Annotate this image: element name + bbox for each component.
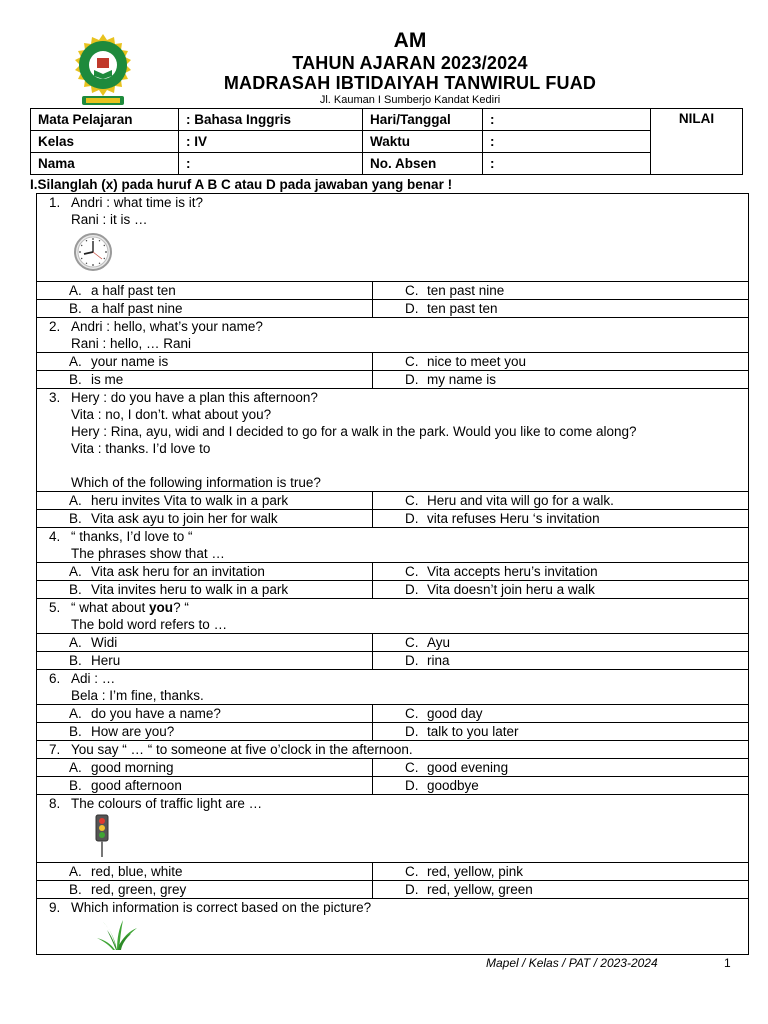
question-5: 5. “ what about you? “ The bold word refers to …	[37, 599, 749, 634]
option-d[interactable]: D. red, yellow, green	[373, 881, 749, 899]
name-field[interactable]: :	[179, 153, 363, 175]
identity-table	[30, 108, 743, 175]
option-d[interactable]: D. ten past ten	[373, 300, 749, 318]
absen-label: No. Absen	[363, 153, 483, 175]
option-c[interactable]: C. red, yellow, pink	[373, 863, 749, 881]
absen-field[interactable]: :	[483, 153, 651, 175]
subject-value: : Bahasa Inggris	[179, 109, 363, 131]
name-label: Nama	[31, 153, 179, 175]
question-9: 9. Which information is correct based on the picture?	[37, 899, 749, 955]
option-a[interactable]: A. Widi	[37, 634, 373, 652]
option-c[interactable]: C. Vita accepts heru’s invitation	[373, 563, 749, 581]
question-8: 8. The colours of traffic light are …	[37, 795, 749, 863]
option-c[interactable]: C. Heru and vita will go for a walk.	[373, 492, 749, 510]
option-b[interactable]: B. Vita ask ayu to join her for walk	[37, 510, 373, 528]
question-4: 4. “ thanks, I’d love to “ The phrases show that …	[37, 528, 749, 563]
option-b[interactable]: B. How are you?	[37, 723, 373, 741]
option-c[interactable]: C. good day	[373, 705, 749, 723]
option-a[interactable]: A. your name is	[37, 353, 373, 371]
option-b[interactable]: B. good afternoon	[37, 777, 373, 795]
option-d[interactable]: D. talk to you later	[373, 723, 749, 741]
bold-word: you	[149, 600, 174, 615]
question-line: Andri : what time is it?	[71, 195, 204, 210]
question-6: 6. Adi : … Bela : I’m fine, thanks.	[37, 670, 749, 705]
option-a[interactable]: A. do you have a name?	[37, 705, 373, 723]
nilai-box[interactable]: NILAI	[651, 109, 743, 175]
option-c[interactable]: C. ten past nine	[373, 282, 749, 300]
option-d[interactable]: D. vita refuses Heru ‘s invitation	[373, 510, 749, 528]
option-a[interactable]: A. a half past ten	[37, 282, 373, 300]
option-c[interactable]: C. nice to meet you	[373, 353, 749, 371]
option-a[interactable]: A. good morning	[37, 759, 373, 777]
class-value: : IV	[179, 131, 363, 153]
header-address: Jl. Kauman I Sumberjo Kandat Kediri	[319, 94, 501, 106]
day-label: Hari/Tanggal	[363, 109, 483, 131]
option-b[interactable]: B. is me	[37, 371, 373, 389]
grass-plant-icon	[95, 918, 139, 950]
option-b[interactable]: B. a half past nine	[37, 300, 373, 318]
subject-label: Mata Pelajaran	[31, 109, 179, 131]
instruction: I.Silanglah (x) pada huruf A B C atau D pada jawaban yang benar !	[30, 177, 453, 192]
question-1	[37, 194, 749, 282]
option-d[interactable]: D. Vita doesn’t join heru a walk	[373, 581, 749, 599]
page-number: 1	[724, 956, 731, 970]
header-school-name: MADRASAH IBTIDAIYAH TANWIRUL FUAD	[223, 73, 597, 93]
option-d[interactable]: D. goodbye	[373, 777, 749, 795]
footer-text: Mapel / Kelas / PAT / 2023-2024	[486, 956, 658, 970]
question-7: 7. You say “ … “ to someone at five o’clock in the afternoon.	[37, 741, 749, 759]
header-school-year: TAHUN AJARAN 2023/2024	[292, 53, 528, 73]
time-label: Waktu	[363, 131, 483, 153]
header-code: AM	[393, 29, 427, 52]
option-c[interactable]: C. Ayu	[373, 634, 749, 652]
traffic-light-icon	[93, 814, 111, 858]
option-b[interactable]: B. Heru	[37, 652, 373, 670]
option-a[interactable]: A. heru invites Vita to walk in a park	[37, 492, 373, 510]
question-line: Rani : it is …	[71, 212, 148, 227]
option-b[interactable]: B. Vita invites heru to walk in a park	[37, 581, 373, 599]
questions-table	[36, 193, 749, 955]
option-c[interactable]: C. good evening	[373, 759, 749, 777]
question-3: 3. Hery : do you have a plan this afternoon? Vita : no, I don’t. what about you? Hery : Rina, ayu, widi and I decided to go for a walk in the park. Would you like to come along? Vita : thanks. I’d love to Which of the following information is true?	[37, 389, 749, 492]
time-field[interactable]: :	[483, 131, 651, 153]
day-field[interactable]: :	[483, 109, 651, 131]
option-b[interactable]: B. red, green, grey	[37, 881, 373, 899]
question-number: 1.	[49, 195, 61, 210]
option-d[interactable]: D. my name is	[373, 371, 749, 389]
question-2: 2. Andri : hello, what’s your name? Rani : hello, … Rani	[37, 318, 749, 353]
clock-icon	[71, 232, 115, 272]
class-label: Kelas	[31, 131, 179, 153]
option-a[interactable]: A. Vita ask heru for an invitation	[37, 563, 373, 581]
option-d[interactable]: D. rina	[373, 652, 749, 670]
option-a[interactable]: A. red, blue, white	[37, 863, 373, 881]
